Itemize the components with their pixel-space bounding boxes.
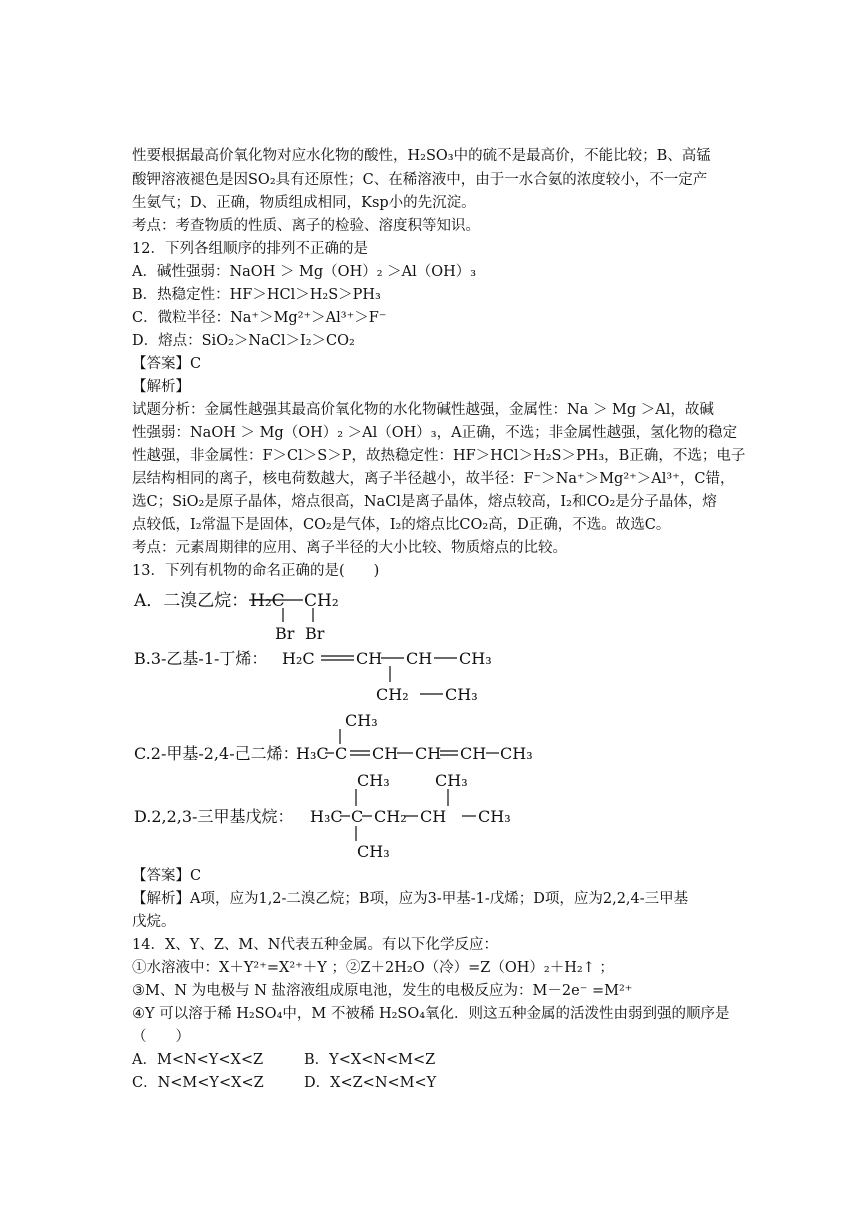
formula-d-ch3-end: CH₃	[478, 807, 511, 826]
text-line: 考点：考查物质的性质、离子的检验、溶度积等知识。	[132, 218, 480, 234]
formula-d-ch3-top1: CH₃	[357, 771, 390, 790]
formula-b-ch3: CH₃	[459, 649, 492, 668]
text-line: 层结构相同的离子，核电荷数越大，离子半径越小，故半径：F⁻＞Na⁺＞Mg²⁺＞Al³⁺，C错，	[132, 471, 735, 487]
text-line: 生氨气；D、正确，物质组成相同，Ksp小的先沉淀。	[132, 195, 476, 211]
formula-d-label: D.2,2,3-三甲基戊烷：	[134, 807, 294, 826]
formula-d-ch2: CH₂	[374, 807, 407, 826]
option-d: D．熔点：SiO₂＞NaCl＞I₂＞CO₂	[132, 333, 355, 349]
question-12: 12．下列各组顺序的排列不正确的是	[132, 241, 368, 257]
answer-label: 【答案】C	[132, 356, 202, 372]
text-line: 性要根据最高价氧化物对应水化物的酸性，H₂SO₃中的硫不是最高价，不能比较；B、高锰	[132, 148, 711, 164]
formula-d-ch3-top2: CH₃	[435, 771, 468, 790]
text-line: 考点：元素周期律的应用、离子半径的大小比较、物质熔点的比较。	[132, 540, 567, 556]
formula-b-h2c: H₂C	[282, 649, 315, 668]
reaction-3: ③M、N 为电极与 N 盐溶液组成原电池，发生的电极反应为：M－2e⁻ =M²⁺	[132, 983, 633, 999]
option-a: A．M<N<Y<X<Z	[132, 1052, 264, 1068]
option-c: C．N<M<Y<X<Z	[132, 1075, 264, 1091]
formula-c-ch3-top: CH₃	[345, 711, 378, 730]
formula-c-ch3: CH	[460, 744, 487, 763]
formula-b-label: B.3-乙基-1-丁烯：	[134, 649, 268, 668]
formula-a-br1: Br	[275, 624, 295, 643]
option-b: B．热稳定性：HF＞HCl＞H₂S＞PH₃	[132, 287, 381, 303]
formula-c-ch1: CH	[372, 744, 399, 763]
formula-c-h3c: H₃C	[296, 744, 329, 763]
formula-c-ch3-end: CH₃	[500, 744, 533, 763]
formula-b-ch2-branch: CH₂	[376, 685, 409, 704]
reaction-1-2: ①水溶液中：X＋Y²⁺=X²⁺＋Y ；②Z＋2H₂O（冷）=Z（OH）₂＋H₂↑ ；	[132, 960, 614, 976]
formula-a-ch2: CH₂	[304, 591, 339, 611]
formula-b-ch2: CH	[406, 649, 433, 668]
text-line: 性越强，非金属性：F＞Cl＞S＞P，故热稳定性：HF＞HCl＞H₂S＞PH₃，B正确，不选；电子	[132, 448, 746, 464]
question-13: 13．下列有机物的命名正确的是( )	[132, 563, 380, 579]
text-line: 点较低，I₂常温下是固体，CO₂是气体，I₂的熔点比CO₂高，D正确，不选。故选C。	[132, 517, 671, 533]
answer-blank: （ ）	[132, 1029, 190, 1045]
question-14: 14．X、Y、Z、M、N代表五种金属。有以下化学反应：	[132, 937, 498, 953]
formula-a-br2: Br	[305, 624, 325, 643]
text-line: 戊烷。	[132, 914, 176, 930]
text-line: 性强弱：NaOH ＞ Mg（OH）₂ ＞Al（OH）₃，A正确，不选；非金属性越强，氢化物的稳定	[132, 425, 738, 441]
analysis-label: 【解析】	[132, 379, 190, 395]
option-a: A．碱性强弱：NaOH ＞ Mg（OH）₂ ＞Al（OH）₃	[132, 264, 477, 280]
text-line: 试题分析：金属性越强其最高价氧化物的水化物碱性越强，金属性：Na ＞ Mg ＞Al，故碱	[132, 402, 714, 418]
option-c: C．微粒半径：Na⁺＞Mg²⁺＞Al³⁺＞F⁻	[132, 310, 387, 326]
option-b: B．Y<X<N<M<Z	[304, 1052, 436, 1068]
formula-b-ch3-branch: CH₃	[445, 685, 478, 704]
formula-c-label: C.2-甲基-2,4-己二烯：	[134, 744, 299, 763]
reaction-4: ④Y 可以溶于稀 H₂SO₄中，M 不被稀 H₂SO₄氧化．则这五种金属的活泼性由弱到强的顺序是	[132, 1006, 730, 1022]
formula-d-ch: CH	[420, 807, 447, 826]
formula-a-label: A．二溴乙烷：	[134, 591, 249, 611]
text-line: 酸钾溶液褪色是因SO₂具有还原性；C、在稀溶液中，由于一水合氨的浓度较小，不一定产	[132, 172, 708, 188]
formula-d-h3c: H₃C	[310, 807, 343, 826]
formula-d-c: C	[351, 807, 364, 826]
formula-b-ch1: CH	[356, 649, 383, 668]
formula-a-h2c: H₂C	[250, 591, 285, 611]
formula-d-ch3-bottom: CH₃	[357, 842, 390, 861]
answer-label: 【答案】C	[132, 868, 202, 884]
option-d: D．X<Z<N<M<Y	[304, 1075, 437, 1091]
text-line: 选C；SiO₂是原子晶体，熔点很高，NaCl是离子晶体，熔点较高，I₂和CO₂是分子晶体，熔	[132, 494, 717, 510]
formula-c-c: C	[335, 744, 348, 763]
text-line: 【解析】A项，应为1,2-二溴乙烷；B项，应为3-甲基-1-戊烯；D项，应为2,2,4-三甲基	[132, 891, 689, 907]
formula-c-ch2: CH	[415, 744, 442, 763]
